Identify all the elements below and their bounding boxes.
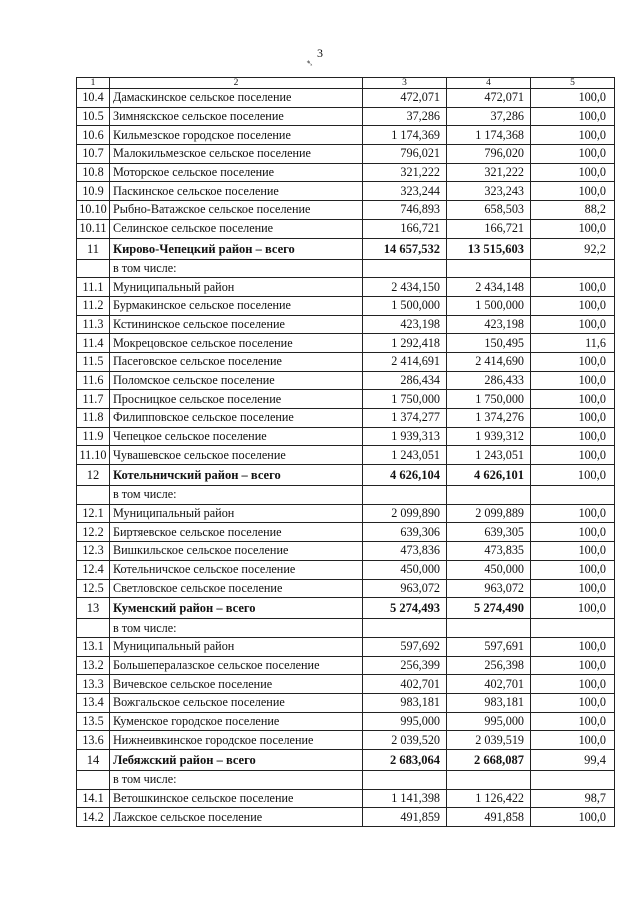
district-total-row bbox=[77, 465, 615, 486]
row-percent-cell: 100,0 bbox=[531, 296, 615, 315]
table-row bbox=[77, 427, 615, 446]
table-row bbox=[77, 89, 615, 108]
table-row bbox=[77, 334, 615, 353]
row-percent-cell: 100,0 bbox=[531, 219, 615, 238]
row-name-cell: Нижнеивкинское городское поселение bbox=[110, 731, 363, 750]
table-row bbox=[77, 126, 615, 145]
row-percent-cell: 100,0 bbox=[531, 675, 615, 694]
row-plan-cell: 4 626,104 bbox=[363, 465, 447, 486]
row-percent-cell: 11,6 bbox=[531, 334, 615, 353]
table-row bbox=[77, 182, 615, 201]
row-fact-cell: 37,286 bbox=[447, 107, 531, 126]
row-fact-cell: 1 939,312 bbox=[447, 427, 531, 446]
row-plan-cell: 983,181 bbox=[363, 693, 447, 712]
table-row bbox=[77, 145, 615, 164]
row-percent-cell bbox=[531, 486, 615, 505]
row-percent-cell: 100,0 bbox=[531, 542, 615, 561]
row-percent-cell: 100,0 bbox=[531, 712, 615, 731]
table-row bbox=[77, 315, 615, 334]
row-plan-cell: 963,072 bbox=[363, 579, 447, 598]
row-percent-cell: 88,2 bbox=[531, 201, 615, 220]
row-plan-cell bbox=[363, 771, 447, 790]
row-code-cell: 13.4 bbox=[77, 693, 110, 712]
row-name-cell: Вишкильское сельское поселение bbox=[110, 542, 363, 561]
row-fact-cell: 1 374,276 bbox=[447, 409, 531, 428]
row-name-cell: в том числе: bbox=[110, 771, 363, 790]
row-code-cell: 12.2 bbox=[77, 523, 110, 542]
row-plan-cell: 2 039,520 bbox=[363, 731, 447, 750]
row-name-cell: Пасеговское сельское поселение bbox=[110, 352, 363, 371]
row-fact-cell: 286,433 bbox=[447, 371, 531, 390]
row-fact-cell: 639,305 bbox=[447, 523, 531, 542]
row-plan-cell: 639,306 bbox=[363, 523, 447, 542]
row-plan-cell: 2 434,150 bbox=[363, 278, 447, 297]
row-plan-cell: 450,000 bbox=[363, 560, 447, 579]
row-plan-cell: 1 174,369 bbox=[363, 126, 447, 145]
row-percent-cell: 99,4 bbox=[531, 750, 615, 771]
row-plan-cell: 37,286 bbox=[363, 107, 447, 126]
row-plan-cell: 1 292,418 bbox=[363, 334, 447, 353]
row-name-cell: Чувашевское сельское поселение bbox=[110, 446, 363, 465]
row-name-cell: Куменский район – всего bbox=[110, 598, 363, 619]
row-fact-cell: 450,000 bbox=[447, 560, 531, 579]
row-fact-cell bbox=[447, 619, 531, 638]
row-name-cell: Филипповское сельское поселение bbox=[110, 409, 363, 428]
row-name-cell: Малокильмезское сельское поселение bbox=[110, 145, 363, 164]
row-code-cell: 12 bbox=[77, 465, 110, 486]
table-row bbox=[77, 579, 615, 598]
row-plan-cell: 5 274,493 bbox=[363, 598, 447, 619]
table-row bbox=[77, 371, 615, 390]
row-code-cell: 12.5 bbox=[77, 579, 110, 598]
table-row bbox=[77, 712, 615, 731]
subheading-row bbox=[77, 486, 615, 505]
row-fact-cell bbox=[447, 771, 531, 790]
row-name-cell: Светловское сельское поселение bbox=[110, 579, 363, 598]
row-plan-cell: 491,859 bbox=[363, 808, 447, 827]
table-row bbox=[77, 560, 615, 579]
district-total-row bbox=[77, 238, 615, 259]
row-plan-cell: 1 374,277 bbox=[363, 409, 447, 428]
row-code-cell: 11.8 bbox=[77, 409, 110, 428]
row-fact-cell: 1 126,422 bbox=[447, 789, 531, 808]
row-percent-cell: 100,0 bbox=[531, 163, 615, 182]
row-fact-cell: 13 515,603 bbox=[447, 238, 531, 259]
table-row bbox=[77, 789, 615, 808]
row-percent-cell: 100,0 bbox=[531, 145, 615, 164]
budget-table bbox=[76, 77, 615, 827]
row-name-cell: Кстининское сельское поселение bbox=[110, 315, 363, 334]
row-percent-cell: 100,0 bbox=[531, 390, 615, 409]
row-name-cell: Чепецкое сельское поселение bbox=[110, 427, 363, 446]
row-code-cell: 13.3 bbox=[77, 675, 110, 694]
table-row bbox=[77, 637, 615, 656]
row-percent-cell: 100,0 bbox=[531, 409, 615, 428]
row-code-cell: 11.9 bbox=[77, 427, 110, 446]
row-name-cell: Вичевское сельское поселение bbox=[110, 675, 363, 694]
row-fact-cell: 1 174,368 bbox=[447, 126, 531, 145]
row-name-cell: Куменское городское поселение bbox=[110, 712, 363, 731]
table-row bbox=[77, 201, 615, 220]
row-fact-cell: 597,691 bbox=[447, 637, 531, 656]
row-code-cell bbox=[77, 619, 110, 638]
row-plan-cell: 2 099,890 bbox=[363, 504, 447, 523]
row-code-cell: 14.1 bbox=[77, 789, 110, 808]
row-fact-cell bbox=[447, 259, 531, 278]
row-fact-cell: 2 668,087 bbox=[447, 750, 531, 771]
row-fact-cell: 321,222 bbox=[447, 163, 531, 182]
row-plan-cell: 1 500,000 bbox=[363, 296, 447, 315]
row-plan-cell: 166,721 bbox=[363, 219, 447, 238]
column-number-cell: 4 bbox=[447, 78, 531, 89]
row-fact-cell: 2 039,519 bbox=[447, 731, 531, 750]
row-name-cell: Кирово-Чепецкий район – всего bbox=[110, 238, 363, 259]
row-percent-cell: 100,0 bbox=[531, 731, 615, 750]
row-code-cell: 13.6 bbox=[77, 731, 110, 750]
row-code-cell: 13.5 bbox=[77, 712, 110, 731]
row-code-cell: 12.1 bbox=[77, 504, 110, 523]
row-name-cell: в том числе: bbox=[110, 259, 363, 278]
row-code-cell: 10.9 bbox=[77, 182, 110, 201]
row-percent-cell: 100,0 bbox=[531, 427, 615, 446]
row-code-cell: 10.10 bbox=[77, 201, 110, 220]
column-number-row bbox=[77, 78, 615, 89]
row-percent-cell: 98,7 bbox=[531, 789, 615, 808]
row-fact-cell: 983,181 bbox=[447, 693, 531, 712]
row-fact-cell: 256,398 bbox=[447, 656, 531, 675]
table-row bbox=[77, 352, 615, 371]
row-code-cell: 10.4 bbox=[77, 89, 110, 108]
table-row bbox=[77, 219, 615, 238]
row-fact-cell: 2 414,690 bbox=[447, 352, 531, 371]
row-percent-cell: 100,0 bbox=[531, 808, 615, 827]
row-plan-cell: 746,893 bbox=[363, 201, 447, 220]
row-percent-cell: 100,0 bbox=[531, 504, 615, 523]
row-fact-cell: 2 434,148 bbox=[447, 278, 531, 297]
subheading-row bbox=[77, 259, 615, 278]
district-total-row bbox=[77, 750, 615, 771]
row-code-cell: 11 bbox=[77, 238, 110, 259]
row-percent-cell: 100,0 bbox=[531, 182, 615, 201]
row-code-cell: 12.4 bbox=[77, 560, 110, 579]
row-fact-cell: 423,198 bbox=[447, 315, 531, 334]
row-plan-cell: 286,434 bbox=[363, 371, 447, 390]
row-percent-cell: 100,0 bbox=[531, 352, 615, 371]
column-number-cell: 1 bbox=[77, 78, 110, 89]
row-fact-cell: 491,858 bbox=[447, 808, 531, 827]
row-percent-cell bbox=[531, 771, 615, 790]
row-plan-cell: 423,198 bbox=[363, 315, 447, 334]
row-fact-cell: 2 099,889 bbox=[447, 504, 531, 523]
row-fact-cell bbox=[447, 486, 531, 505]
row-plan-cell: 472,071 bbox=[363, 89, 447, 108]
row-fact-cell: 796,020 bbox=[447, 145, 531, 164]
row-plan-cell: 1 939,313 bbox=[363, 427, 447, 446]
row-name-cell: Бурмакинское сельское поселение bbox=[110, 296, 363, 315]
row-percent-cell bbox=[531, 259, 615, 278]
row-name-cell: Зимняскское сельское поселение bbox=[110, 107, 363, 126]
row-name-cell: в том числе: bbox=[110, 486, 363, 505]
row-code-cell bbox=[77, 259, 110, 278]
page-number: 3 bbox=[317, 46, 323, 60]
column-number-cell: 3 bbox=[363, 78, 447, 89]
table-row bbox=[77, 808, 615, 827]
row-fact-cell: 472,071 bbox=[447, 89, 531, 108]
row-name-cell: Мокрецовское сельское поселение bbox=[110, 334, 363, 353]
row-fact-cell: 1 750,000 bbox=[447, 390, 531, 409]
row-code-cell: 10.6 bbox=[77, 126, 110, 145]
row-plan-cell: 796,021 bbox=[363, 145, 447, 164]
row-fact-cell: 402,701 bbox=[447, 675, 531, 694]
row-name-cell: Лажское сельское поселение bbox=[110, 808, 363, 827]
row-code-cell: 11.4 bbox=[77, 334, 110, 353]
table-body bbox=[77, 78, 615, 827]
district-total-row bbox=[77, 598, 615, 619]
row-code-cell: 10.7 bbox=[77, 145, 110, 164]
row-code-cell: 12.3 bbox=[77, 542, 110, 561]
row-plan-cell: 473,836 bbox=[363, 542, 447, 561]
row-name-cell: Котельничский район – всего bbox=[110, 465, 363, 486]
row-name-cell: Поломское сельское поселение bbox=[110, 371, 363, 390]
row-name-cell: Большепералазское сельское поселение bbox=[110, 656, 363, 675]
row-code-cell bbox=[77, 771, 110, 790]
table-row bbox=[77, 504, 615, 523]
table-row bbox=[77, 296, 615, 315]
row-percent-cell: 100,0 bbox=[531, 315, 615, 334]
row-name-cell: Биртяевское сельское поселение bbox=[110, 523, 363, 542]
row-name-cell: Вожгальское сельское поселение bbox=[110, 693, 363, 712]
row-name-cell: в том числе: bbox=[110, 619, 363, 638]
row-fact-cell: 5 274,490 bbox=[447, 598, 531, 619]
row-fact-cell: 150,495 bbox=[447, 334, 531, 353]
row-code-cell: 11.1 bbox=[77, 278, 110, 297]
row-percent-cell: 100,0 bbox=[531, 579, 615, 598]
row-fact-cell: 166,721 bbox=[447, 219, 531, 238]
subheading-row bbox=[77, 771, 615, 790]
table-row bbox=[77, 107, 615, 126]
row-plan-cell: 597,692 bbox=[363, 637, 447, 656]
row-percent-cell: 100,0 bbox=[531, 107, 615, 126]
row-percent-cell: 100,0 bbox=[531, 465, 615, 486]
row-name-cell: Котельничское сельское поселение bbox=[110, 560, 363, 579]
row-fact-cell: 323,243 bbox=[447, 182, 531, 201]
row-name-cell: Моторское сельское поселение bbox=[110, 163, 363, 182]
column-number-cell: 2 bbox=[110, 78, 363, 89]
row-code-cell: 13.1 bbox=[77, 637, 110, 656]
subheading-row bbox=[77, 619, 615, 638]
row-code-cell: 13.2 bbox=[77, 656, 110, 675]
row-plan-cell: 995,000 bbox=[363, 712, 447, 731]
row-percent-cell: 100,0 bbox=[531, 523, 615, 542]
row-plan-cell: 1 243,051 bbox=[363, 446, 447, 465]
row-code-cell: 10.8 bbox=[77, 163, 110, 182]
row-code-cell: 10.11 bbox=[77, 219, 110, 238]
row-percent-cell: 100,0 bbox=[531, 637, 615, 656]
table-row bbox=[77, 693, 615, 712]
row-percent-cell: 100,0 bbox=[531, 89, 615, 108]
row-plan-cell: 402,701 bbox=[363, 675, 447, 694]
row-code-cell: 10.5 bbox=[77, 107, 110, 126]
table-row bbox=[77, 542, 615, 561]
table-row bbox=[77, 731, 615, 750]
column-number-cell: 5 bbox=[531, 78, 615, 89]
row-fact-cell: 963,072 bbox=[447, 579, 531, 598]
row-plan-cell: 2 683,064 bbox=[363, 750, 447, 771]
row-plan-cell: 256,399 bbox=[363, 656, 447, 675]
row-plan-cell bbox=[363, 486, 447, 505]
row-fact-cell: 1 500,000 bbox=[447, 296, 531, 315]
row-name-cell: Лебяжский район – всего bbox=[110, 750, 363, 771]
table-row bbox=[77, 523, 615, 542]
row-percent-cell: 100,0 bbox=[531, 656, 615, 675]
row-name-cell: Селинское сельское поселение bbox=[110, 219, 363, 238]
row-percent-cell: 100,0 bbox=[531, 371, 615, 390]
row-name-cell: Рыбно-Ватажское сельское поселение bbox=[110, 201, 363, 220]
row-percent-cell: 100,0 bbox=[531, 126, 615, 145]
row-plan-cell bbox=[363, 259, 447, 278]
row-code-cell: 11.3 bbox=[77, 315, 110, 334]
row-percent-cell: 100,0 bbox=[531, 598, 615, 619]
row-code-cell: 13 bbox=[77, 598, 110, 619]
row-percent-cell: 100,0 bbox=[531, 560, 615, 579]
row-plan-cell: 321,222 bbox=[363, 163, 447, 182]
row-name-cell: Кильмезское городское поселение bbox=[110, 126, 363, 145]
row-name-cell: Муниципальный район bbox=[110, 504, 363, 523]
row-fact-cell: 473,835 bbox=[447, 542, 531, 561]
row-name-cell: Дамаскинское сельское поселение bbox=[110, 89, 363, 108]
row-code-cell: 11.5 bbox=[77, 352, 110, 371]
scan-mark: ➷ bbox=[306, 58, 314, 68]
row-name-cell: Просницкое сельское поселение bbox=[110, 390, 363, 409]
row-percent-cell: 100,0 bbox=[531, 278, 615, 297]
row-plan-cell: 323,244 bbox=[363, 182, 447, 201]
row-percent-cell: 100,0 bbox=[531, 693, 615, 712]
row-name-cell: Паскинское сельское поселение bbox=[110, 182, 363, 201]
row-fact-cell: 1 243,051 bbox=[447, 446, 531, 465]
row-code-cell: 14 bbox=[77, 750, 110, 771]
row-plan-cell bbox=[363, 619, 447, 638]
table-row bbox=[77, 446, 615, 465]
row-code-cell: 11.10 bbox=[77, 446, 110, 465]
table-row bbox=[77, 656, 615, 675]
row-plan-cell: 14 657,532 bbox=[363, 238, 447, 259]
table-row bbox=[77, 390, 615, 409]
row-name-cell: Муниципальный район bbox=[110, 637, 363, 656]
row-percent-cell bbox=[531, 619, 615, 638]
table-row bbox=[77, 163, 615, 182]
row-plan-cell: 2 414,691 bbox=[363, 352, 447, 371]
row-code-cell: 11.2 bbox=[77, 296, 110, 315]
row-code-cell: 11.6 bbox=[77, 371, 110, 390]
row-percent-cell: 92,2 bbox=[531, 238, 615, 259]
table-row bbox=[77, 278, 615, 297]
row-fact-cell: 995,000 bbox=[447, 712, 531, 731]
row-name-cell: Муниципальный район bbox=[110, 278, 363, 297]
row-code-cell bbox=[77, 486, 110, 505]
table-row bbox=[77, 675, 615, 694]
row-percent-cell: 100,0 bbox=[531, 446, 615, 465]
row-name-cell: Ветошкинское сельское поселение bbox=[110, 789, 363, 808]
row-fact-cell: 4 626,101 bbox=[447, 465, 531, 486]
row-fact-cell: 658,503 bbox=[447, 201, 531, 220]
row-code-cell: 14.2 bbox=[77, 808, 110, 827]
row-code-cell: 11.7 bbox=[77, 390, 110, 409]
row-plan-cell: 1 141,398 bbox=[363, 789, 447, 808]
row-plan-cell: 1 750,000 bbox=[363, 390, 447, 409]
table-row bbox=[77, 409, 615, 428]
